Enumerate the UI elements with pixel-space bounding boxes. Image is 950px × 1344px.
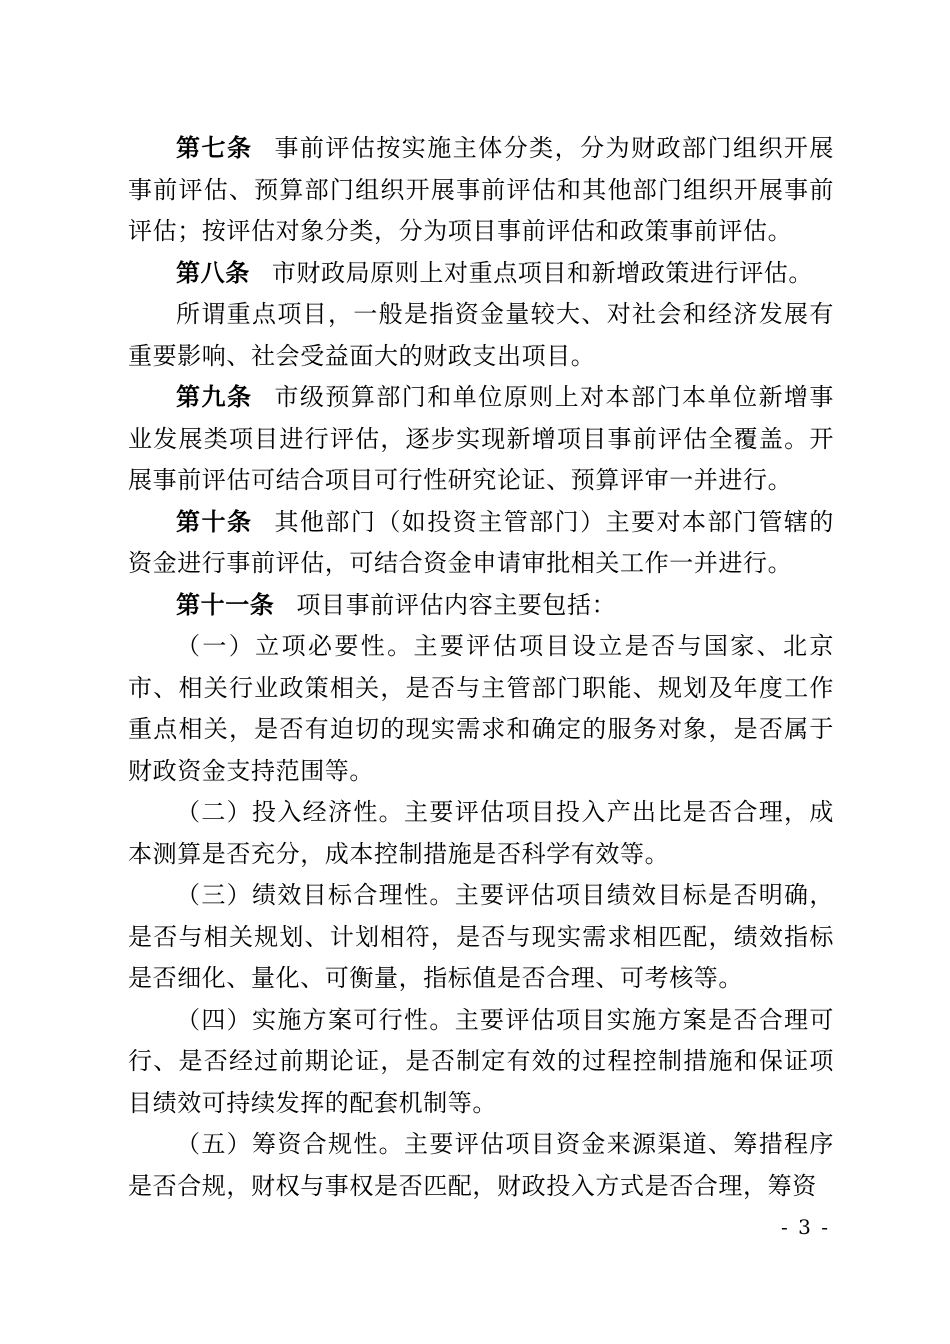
paragraph-text: （五）筹资合规性。主要评估项目资金来源渠道、筹措程序是否合规，财权与事权是否匹配，财政投入方式是否合理，筹资 (128, 1130, 834, 1200)
paragraph-text: （二）投入经济性。主要评估项目投入产出比是否合理，成本测算是否充分，成本控制措施是否科学有效等。 (128, 798, 834, 868)
paragraph-text: （一）立项必要性。主要评估项目设立是否与国家、北京市、相关行业政策相关，是否与主管部门职能、规划及年度工作重点相关，是否有迫切的现实需求和确定的服务对象，是否属于财政资金支持范围等。 (128, 632, 834, 785)
paragraph-text: 项目事前评估内容主要包括： (296, 590, 617, 619)
article-number: 第九条 (176, 383, 253, 411)
paragraph-text: （四）实施方案可行性。主要评估项目实施方案是否合理可行、是否经过前期论证，是否制定有效的过程控制措施和保证项目绩效可持续发挥的配套机制等。 (128, 1005, 834, 1117)
article-7-paragraph (128, 128, 834, 253)
article-number: 第八条 (176, 258, 250, 287)
item-4-paragraph (128, 1000, 834, 1125)
article-8-paragraph (128, 253, 834, 295)
paragraph-text: 所谓重点项目，一般是指资金量较大、对社会和经济发展有重要影响、社会受益面大的财政支出项目。 (128, 300, 834, 370)
item-2-paragraph (128, 792, 834, 875)
key-project-definition-paragraph (128, 294, 834, 377)
article-number: 第十条 (176, 507, 253, 536)
article-9-paragraph (128, 377, 834, 502)
document-body (128, 128, 834, 1207)
article-11-paragraph (128, 585, 834, 627)
paragraph-text: 事前评估按实施主体分类，分为财政部门组织开展事前评估、预算部门组织开展事前评估和其他部门组织开展事前评估；按评估对象分类，分为项目事前评估和政策事前评估。 (128, 134, 834, 245)
paragraph-text: （三）绩效目标合理性。主要评估项目绩效目标是否明确，是否与相关规划、计划相符，是否与现实需求相匹配，绩效指标是否细化、量化、可衡量，指标值是否合理、可考核等。 (128, 881, 834, 992)
article-10-paragraph (128, 502, 834, 585)
paragraph-text: 其他部门（如投资主管部门）主要对本部门管辖的资金进行事前评估，可结合资金申请审批相关工作一并进行。 (128, 507, 834, 577)
article-number: 第七条 (176, 134, 253, 162)
article-number: 第十一条 (176, 590, 275, 619)
item-1-paragraph (128, 626, 834, 792)
paragraph-text: 市财政局原则上对重点项目和新增政策进行评估。 (271, 258, 814, 287)
item-3-paragraph (128, 875, 834, 1000)
paragraph-text: 市级预算部门和单位原则上对本部门本单位新增事业发展类项目进行评估，逐步实现新增项目事前评估全覆盖。开展事前评估可结合项目可行性研究论证、预算评审一并进行。 (128, 383, 834, 494)
page-number: - 3 - (781, 1215, 830, 1239)
item-5-paragraph (128, 1124, 834, 1207)
